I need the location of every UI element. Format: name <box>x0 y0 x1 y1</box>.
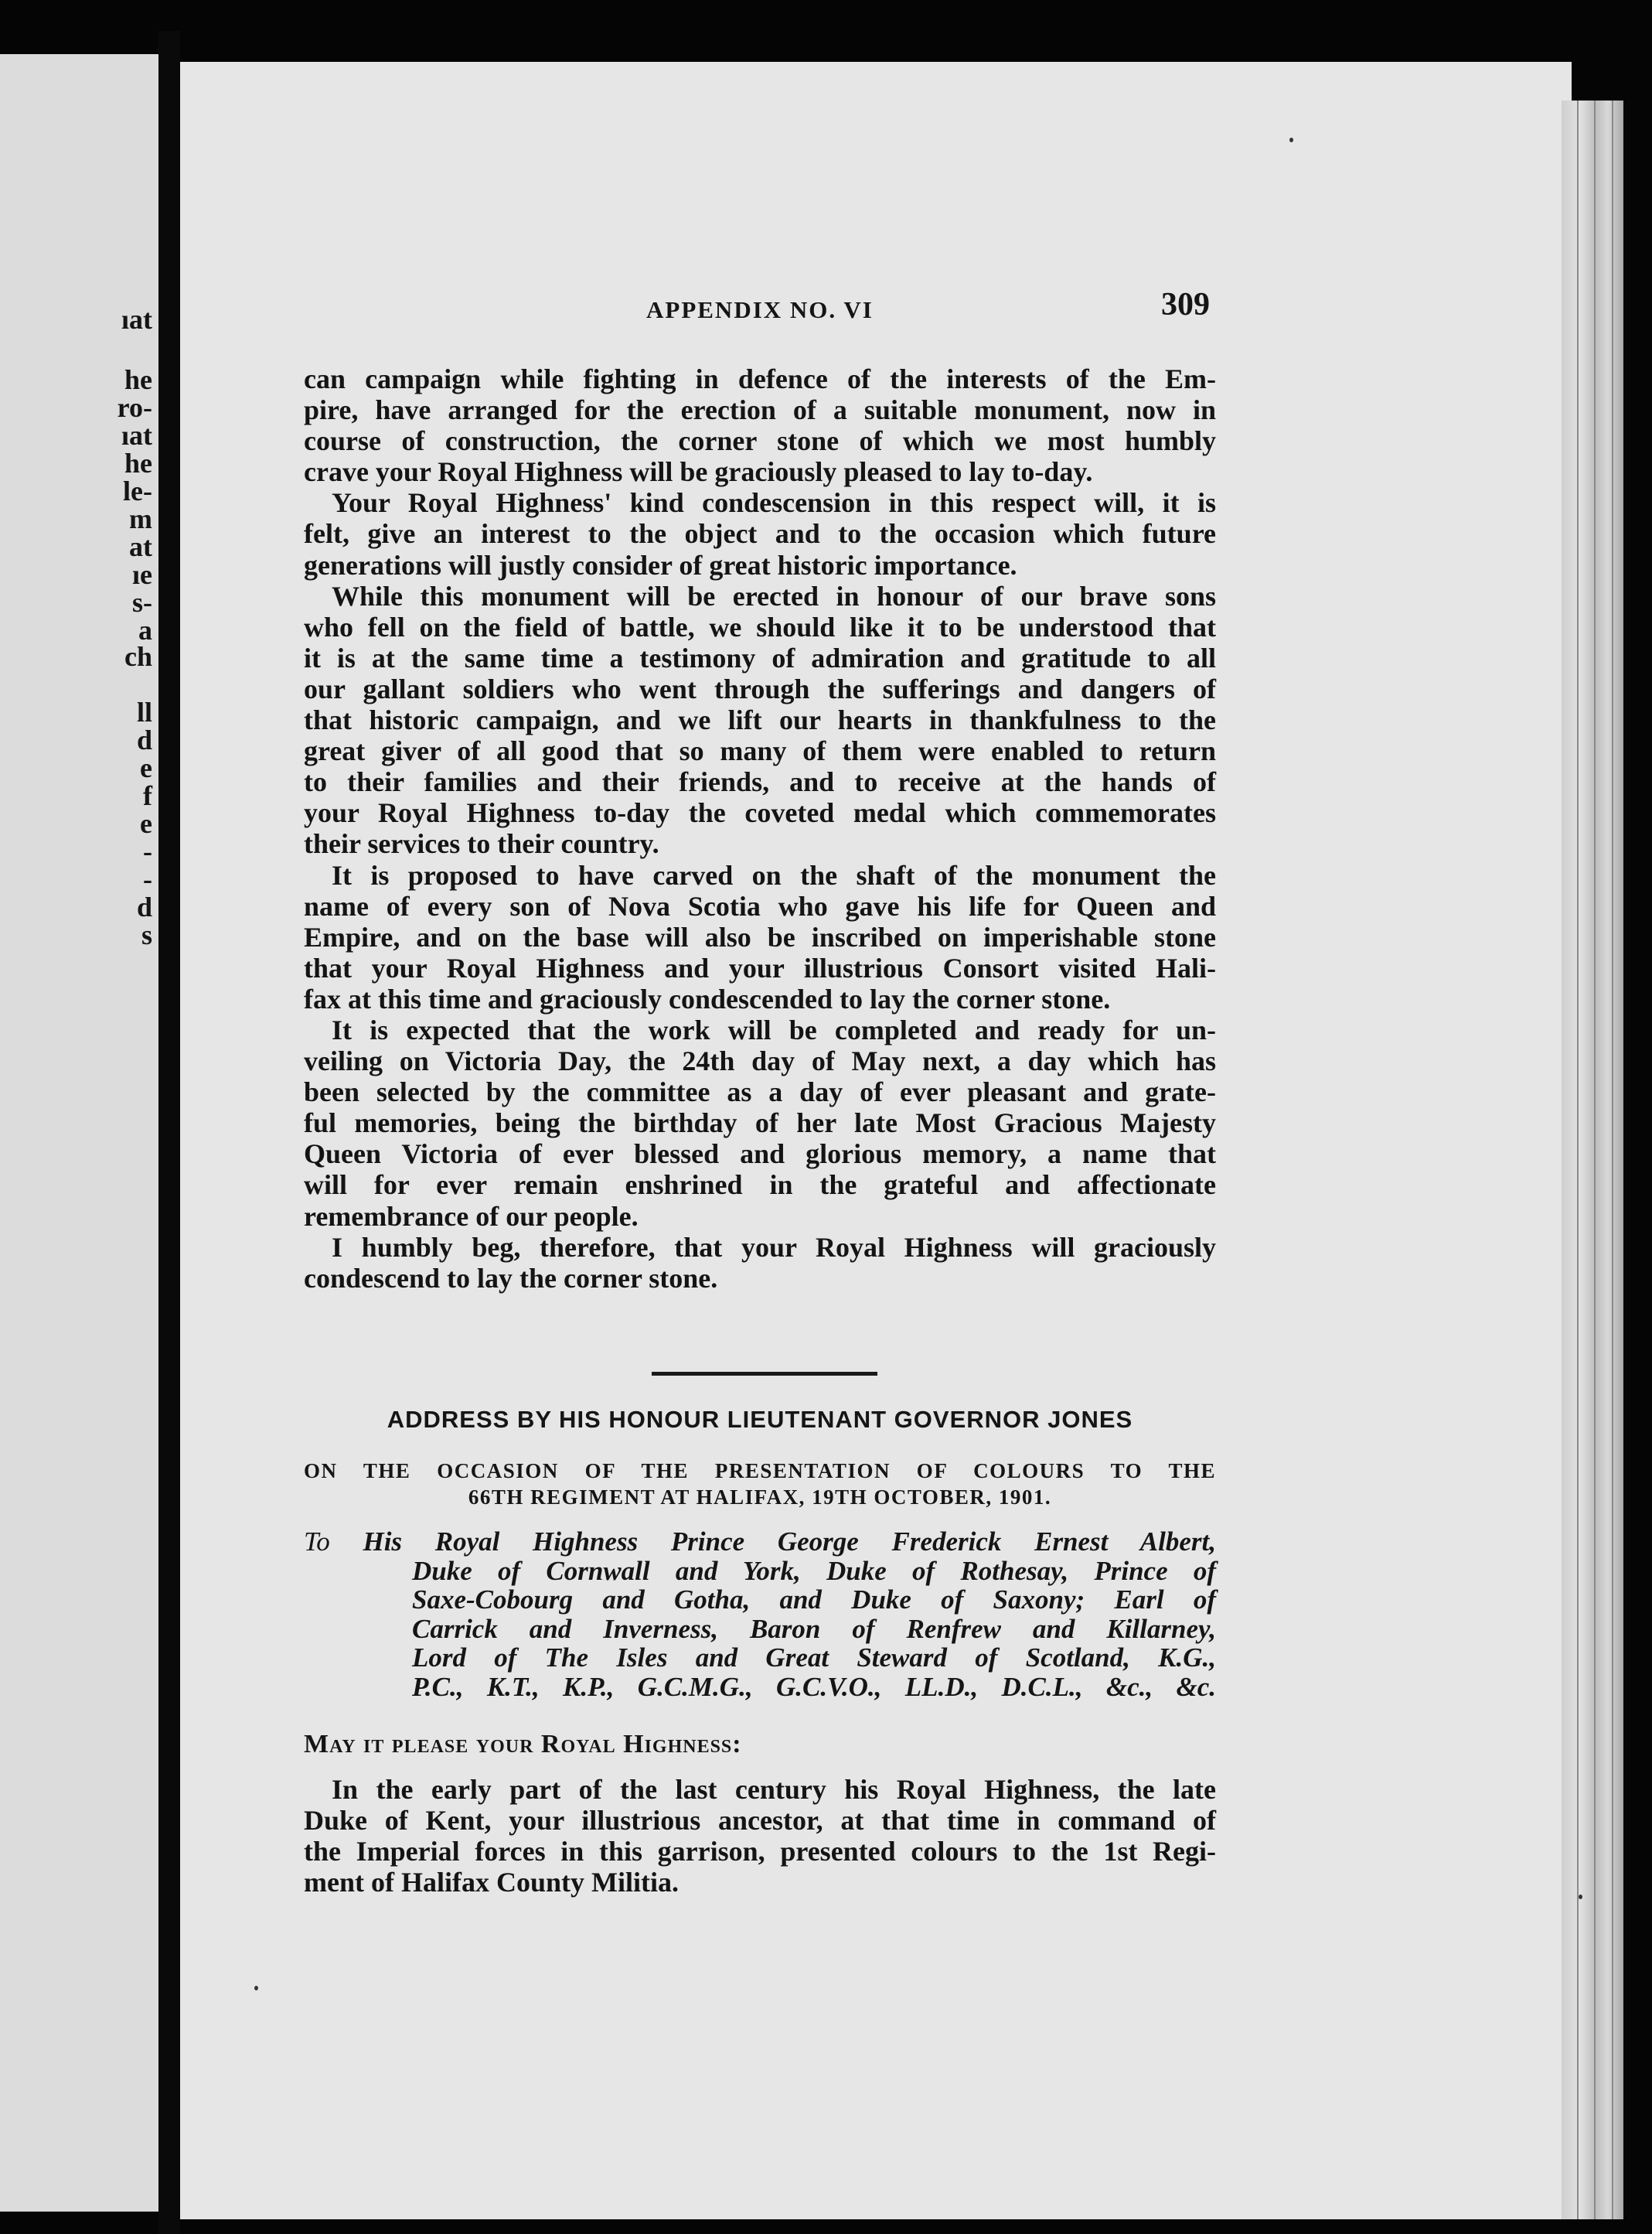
page-number: 309 <box>1161 287 1210 322</box>
text-line: Empire, and on the base will also be inscribed on imperishable stone <box>304 921 1216 953</box>
previous-page-fragment: ıe <box>132 559 152 590</box>
previous-page-fragment: d <box>136 892 152 923</box>
previous-page-fragment: - <box>143 836 152 867</box>
text-line: In the early part of the last century his Royal Highness, the late <box>332 1774 1216 1805</box>
previous-page-fragment: he <box>124 448 152 479</box>
previous-page-fragment: ll <box>136 697 152 728</box>
text-line: name of every son of Nova Scotia who gave his life for Queen and <box>304 890 1216 922</box>
salutation-text: May it please your Royal Highness: <box>304 1730 742 1758</box>
addressee-line: Carrick and Inverness, Baron of Renfrew and Killarney, <box>412 1613 1216 1644</box>
previous-page-fragment: he <box>124 364 152 395</box>
address-title: ADDRESS BY HIS HONOUR LIEUTENANT GOVERNOR JONES <box>387 1406 1133 1433</box>
previous-page-fragment: e <box>140 808 152 839</box>
previous-page-fragment: a <box>138 615 152 646</box>
previous-page-fragment: le- <box>123 476 152 506</box>
text-line: crave your Royal Highness will be graciously pleased to lay to-day. <box>304 456 1093 488</box>
text-line: ment of Halifax County Militia. <box>304 1867 679 1898</box>
text-line: will for ever remain enshrined in the grateful and affectionate <box>304 1169 1216 1201</box>
previous-page-fragment: d <box>136 725 152 755</box>
addressee-line: Duke of Cornwall and York, Duke of Rothesay, Prince of <box>412 1555 1216 1586</box>
previous-page-fragment: s- <box>132 587 152 618</box>
text-line: veiling on Victoria Day, the 24th day of May next, a day which has <box>304 1045 1216 1077</box>
address-occasion <box>304 1458 1216 1510</box>
to-word: To <box>304 1526 330 1557</box>
text-line: Your Royal Highness' kind condescension in this respect will, it is <box>332 487 1216 519</box>
text-line: felt, give an interest to the object and to the occasion which future <box>304 518 1216 550</box>
text-line: Queen Victoria of ever blessed and glorious memory, a name that <box>304 1138 1216 1170</box>
scan-speck <box>1289 138 1293 142</box>
page-edge-line <box>1594 101 1596 2219</box>
running-header: APPENDIX NO. VI <box>646 296 874 323</box>
addressee-line: Saxe-Cobourg and Gotha, and Duke of Saxony; Earl of <box>412 1584 1216 1615</box>
text-line: great giver of all good that so many of them were enabled to return <box>304 735 1216 767</box>
text-line: condescend to lay the corner stone. <box>304 1262 718 1294</box>
previous-page-edge <box>0 54 158 2212</box>
text-line: your Royal Highness to-day the coveted medal which commemorates <box>304 797 1216 829</box>
book-gutter <box>158 31 180 2234</box>
previous-page-fragment: f <box>143 780 152 811</box>
text-line: that historic campaign, and we lift our hearts in thankfulness to the <box>304 704 1216 736</box>
text-line: course of construction, the corner stone of which we most humbly <box>304 425 1216 457</box>
previous-page-fragment: at <box>129 531 152 562</box>
previous-page-fragment: m <box>129 503 152 534</box>
text-line: it is at the same time a testimony of admiration and gratitude to all <box>304 642 1216 674</box>
text-line: that your Royal Highness and your illustrious Consort visited Hali- <box>304 952 1216 984</box>
previous-page-fragment: ıat <box>121 304 152 335</box>
text-line: to their families and their friends, and to receive at the hands of <box>304 766 1216 798</box>
addressee-line: P.C., K.T., K.P., G.C.M.G., G.C.V.O., LL.D., D.C.L., &c., &c. <box>412 1671 1216 1702</box>
text-line: While this monument will be erected in honour of our brave sons <box>332 580 1216 612</box>
text-line: pire, have arranged for the erection of a suitable monument, now in <box>304 394 1216 426</box>
previous-page-fragment: ch <box>124 641 152 672</box>
text-line: remembrance of our people. <box>304 1200 639 1232</box>
previous-page-fragment: - <box>143 864 152 895</box>
scan-speck <box>254 1986 258 1990</box>
previous-page-fragment: s <box>141 919 152 950</box>
page-stack-edge <box>1562 101 1623 2219</box>
text-line: who fell on the field of battle, we should like it to be understood that <box>304 611 1216 643</box>
text-line: fax at this time and graciously condescended to lay the corner stone. <box>304 983 1111 1015</box>
text-line: been selected by the committee as a day of ever pleasant and grate- <box>304 1076 1216 1108</box>
addressee-line <box>304 1527 1216 1557</box>
final-paragraph <box>304 1774 1216 1898</box>
previous-page-fragment: ro- <box>117 392 152 423</box>
addressee-block <box>304 1527 1216 1702</box>
text-line: our gallant soldiers who went through the sufferings and dangers of <box>304 673 1216 704</box>
page-edge-line <box>1612 101 1613 2219</box>
salutation <box>304 1730 742 1759</box>
text-line: It is proposed to have carved on the shaft of the monument the <box>332 859 1216 891</box>
text-line: generations will justly consider of great historic importance. <box>304 549 1017 581</box>
section-divider <box>652 1372 877 1376</box>
text-line: their services to their country. <box>304 828 659 860</box>
occasion-line: ON THE OCCASION OF THE PRESENTATION OF COLOURS TO THE <box>304 1459 1216 1482</box>
text-line: ful memories, being the birthday of her late Most Gracious Majesty <box>304 1107 1216 1139</box>
text-line: I humbly beg, therefore, that your Royal Highness will graciously <box>332 1231 1216 1263</box>
text-line: can campaign while fighting in defence of the interests of the Em- <box>304 363 1216 394</box>
previous-page-fragment: e <box>140 752 152 783</box>
previous-page-fragment: ıat <box>121 420 152 451</box>
page-edge-line <box>1577 101 1579 2219</box>
occasion-line: 66TH REGIMENT AT HALIFAX, 19TH OCTOBER, 1901. <box>468 1485 1052 1509</box>
scan-speck <box>1579 1895 1582 1899</box>
text-line: Duke of Kent, your illustrious ancestor, at that time in command of <box>304 1805 1216 1837</box>
body-text <box>304 363 1216 1294</box>
addressee-text: His Royal Highness Prince George Frederick Ernest Albert, <box>363 1526 1216 1557</box>
text-line: the Imperial forces in this garrison, presented colours to the 1st Regi- <box>304 1836 1216 1867</box>
addressee-line: Lord of The Isles and Great Steward of Scotland, K.G., <box>412 1642 1216 1673</box>
text-line: It is expected that the work will be completed and ready for un- <box>332 1014 1216 1045</box>
